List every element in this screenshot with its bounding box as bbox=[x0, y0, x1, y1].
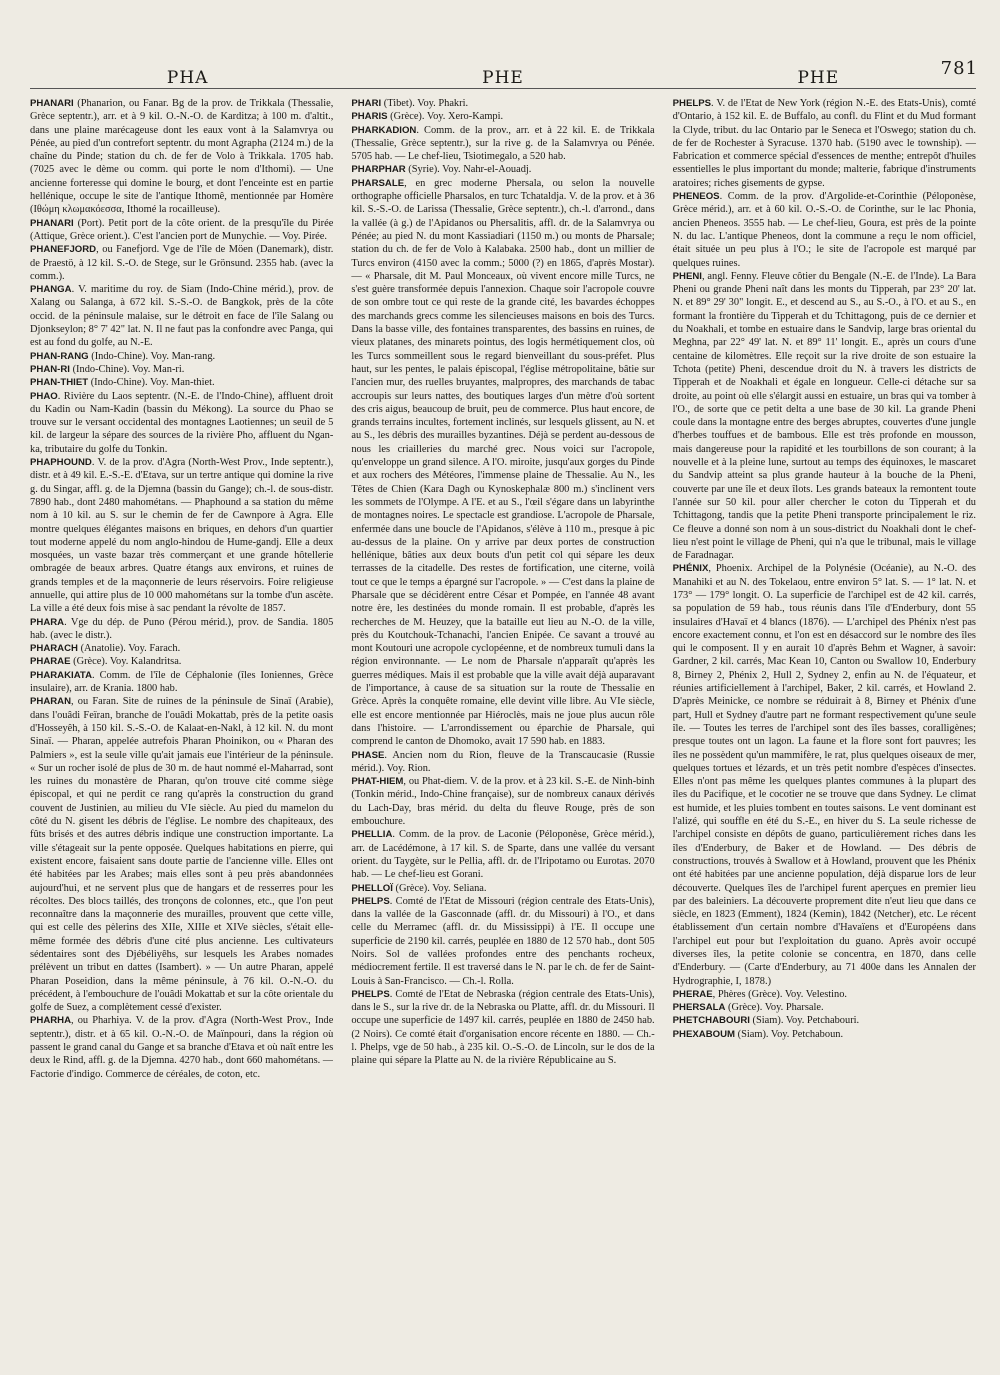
entry-text: (Siam). Voy. Petchabouri. bbox=[749, 1015, 860, 1027]
dictionary-entry bbox=[351, 163, 654, 176]
entry-text: , Phères (Grèce). Voy. Velestino. bbox=[712, 988, 848, 1000]
entry-headword: PHENEOS bbox=[672, 191, 720, 203]
entry-headword: PHÉNIX bbox=[672, 563, 709, 575]
dictionary-entry bbox=[30, 456, 333, 616]
header-center: PHE bbox=[482, 68, 524, 88]
entry-text: (Indo-Chine). Voy. Man-thiet. bbox=[88, 377, 215, 389]
entry-headword: PHAO bbox=[30, 390, 58, 402]
dictionary-entry bbox=[673, 1001, 976, 1014]
dictionary-entry bbox=[30, 376, 333, 389]
entry-text: (Siam). Voy. Petchaboun. bbox=[735, 1028, 844, 1040]
entry-text: . Ancien nom du Rion, fleuve de la Transcaucasie (Russie mérid.). Voy. Rion. bbox=[351, 749, 655, 774]
entry-text: . V. de l'Etat de New York (région N.-E. des Etats-Unis), comté d'Ontario, à 152 kil. E. de Buffalo, au confl. du Flint et du Mud formant la Clyde, tribut. du lac Ontario par le Seneca et l'Oswego; station du ch. de fer de Rochester à Syracuse. 1370 hab. (5190 avec le township). — Fabrication et commerce spécial d'essences de menthe; entrepôt d'huiles essentielles le plus important du monde; malterie, fabrique d'instruments aratoires; riches gisements de gypse. bbox=[672, 98, 976, 189]
entry-headword: PHELLOÏ bbox=[351, 882, 393, 894]
dictionary-entry bbox=[30, 350, 333, 363]
entry-headword: PHELPS bbox=[351, 988, 390, 1000]
entry-headword: PHELLIA bbox=[351, 829, 393, 841]
entry-headword: PHARKADION bbox=[351, 124, 417, 136]
entry-text: (Tibet). Voy. Phakri. bbox=[381, 98, 469, 109]
entry-text: (Grèce). Voy. Pharsale. bbox=[725, 1002, 824, 1014]
dictionary-entry bbox=[30, 390, 333, 456]
dictionary-entry bbox=[30, 243, 333, 283]
dictionary-entry bbox=[673, 270, 976, 563]
entry-text: (Port). Petit port de la côte orient. de la presqu'île du Pirée (Attique, Grèce orient.). C'est l'ancien port de Munychie. — Voy. Pirée. bbox=[30, 217, 334, 242]
dictionary-entry bbox=[673, 988, 976, 1001]
entry-text: , angl. Fenny. Fleuve côtier du Bengale (N.-E. de l'Inde). La Bara Pheni ou grande Pheni naît dans les monts du Tipperah, par 23° 20' lat. N. et 89° 29' 30" longit. E., et descend au S., au S.-O., à l'O. et au S., en formant la frontière du Tipperah et du Tchittagong, puis de ce dernier et du Noakhali, et tombe en estuaire dans le Sandvip, large bras oriental du Meghna, par 22° 49' lat. N. et 89° 11' longit. E., après un cours d'une centaine de kilomètres. Elle reçoit sur la rive droite de son estuaire la Tchota (petite) Pheni, descendue droit du N. à travers les districts de Tipperah et de Noakhali et égale en longueur. Celle-ci détache sur sa droite, au point où elle s'élargit aussi en estuaire, un bras qui va tomber à l'O., de sorte que ce petit delta a une base de 30 kil. La grande Pheni coule dans la montagne entre des berges abruptes, couvertes d'une jungle d'herbes touffues et de bambous. Elle est très profonde en mousson, mais dangereuse pour la rapidité et les tourbillons de son courant; à la nouvelle et à la pleine lune, surtout au temps des équinoxes, le mascaret du Sandvip atteint sa plus grande hauteur à la bouche de la Pheni, couverte par une île et deux îlots. Les grands bateaux la remontent toute l'année sur 50 kil. pour aller chercher le coton du Tipperah et du Tchittagong, tandis que la petite Pheni transporte principalement le riz. Ce fleuve a donné son nom à un sous-district du Noakhali dont le chef-lieu n'est point le village de Pheni, qui n'a que le tribunal, mais le village de Faradnagar. bbox=[672, 270, 976, 562]
entry-headword: PHASE bbox=[351, 749, 385, 761]
entry-headword: PHEXABOUM bbox=[672, 1028, 736, 1040]
entry-text: . Comm. de l'île de Céphalonie (îles Ioniennes, Grèce insulaire), arr. de Krania. 1800 hab. bbox=[30, 669, 334, 695]
dictionary-entry bbox=[673, 190, 976, 270]
dictionary-entry bbox=[351, 882, 654, 895]
dictionary-entry bbox=[30, 655, 333, 668]
dictionary-entry bbox=[30, 616, 333, 643]
entry-headword: PHARAKIATA bbox=[30, 669, 92, 681]
dictionary-entry bbox=[673, 97, 976, 190]
entry-text: . Vge du dép. de Puno (Pérou mérid.), prov. de Sandia. 1805 hab. (avec le distr.). bbox=[30, 616, 334, 641]
entry-text: , en grec moderne Phersala, ou selon la nouvelle orthographe officielle Pharsalos, en turc Tchataldja. V. de la prov. et à 36 kil. S.-S.-O. de Larissa (Thessalie, Grèce septentr.), ch.-l. d'arrond., dans la vallée (à g.) de l'Apidanos ou Phersalitis, affl. dr. de la Salamvrya ou Pénée; au pied N. du mont Kassiadiari (1150 m.) ou monts de Pharsale; station du ch. de fer de Volo à Kalabaka. 2500 hab., dont un millier de Turcs environ (4150 avec la comm.; 5000 (?) en 1865, d'après Mostar). — « Pharsale, dit M. Paul Monceaux, où vivent encore mille Turcs, ne s'est guère transformée depuis l'annexion. Chaque soir l'acropole couvre de son ombre tout ce qui reste de la grande cité, les bavardes échoppes des marchands grecs comme les silencieuses maisons en bois des Turcs. Dans la basse ville, des fontaines transparentes, des bassins en ruines, de vieux platanes, des minarets pointus, des logis hermétiquement clos, où les Turcs sommeillent sous le regard bienveillant du sous-préfet. Plus haut, sur les pentes, le palais épiscopal, l'église métropolitaine, bâtie sur l'ancien mur, des ruelles bruyantes, malpropres, des marchands de tabac accroupis sur leurs nattes, des boutiques larges d'un mètre d'où sortent des cris aigus, beaucoup de bruit, peu de commerce. Plus haut encore, de grands terrains incultes, fortement inclinés, sur lesquels glissent, au N. et au S., les débris des murailles byzantines. Déjà se perdent au-dessous de nous les criailleries du marché grec. Nous voici sur l'acropole, qu'enveloppe un grand silence. A l'O. miroite, jusqu'aux gorges du Pinde et aux rochers des Météores, l'immense plaine de Thessalie. Au N., les Têtes de Chien (Kara Dagh ou Kynoskephalæ 800 m.) s'inclinent vers les sommets de l'Olympe. A l'E. et au S., l'œil s'égare dans un labyrinthe de montagnes noires. Le spectacle est grandiose. L'acropole de Pharsale, enfermée dans une boucle de l'Apidanos, s'élève à 110 m., presque à pic au-dessus de la plaine. On y arrive par deux portes de construction hellénique, bâties aux deux bouts d'un petit col qui sépare les deux terrasses de la citadelle. Des restes de fortification, une citerne, voilà tout ce que le temps a épargné sur l'acropole. » — C'est dans la plaine de Pharsale que se décidèrent entre César et Pompée, en l'année 48 avant notre ère, les destinées du monde romain. Il est probable, d'après les recherches de M. Heuzey, que la bataille eut lieu au N.-O. de la ville, près du Koutchouk-Tchanachi, l'ancien Enipée. Ce savant a trouvé au mont Koutouri une acropole cyclopéenne, et de nombreux tumuli dans la région environnante. — Le nom de Pharsale n'apparaît qu'après les guerres médiques. Mais il est probable que la ville avait déjà auparavant de l'importance, à cause de sa situation sur la route de Thessalie en Grèce. Après la conquête romaine, elle devint ville libre. Au VIe siècle, elle est encore mentionnée par Hiéroclès, mais ne joue plus aucun rôle dans l'histoire. — L'arrondissement ou éparchie de Pharsale, qui comprend le canton de Dhomoko, avait 17 590 hab. en 1883. bbox=[351, 177, 655, 748]
entry-text: (Anatolie). Voy. Farach. bbox=[77, 643, 181, 655]
entry-text: (Phanarion, ou Fanar. Bg de la prov. de Trikkala (Thessalie, Grèce septentr.), arr. et à 9 kil. O.-N.-O. de Karditza; à 100 m. d'altit., dans une plaine marécageuse dont les eaux vont à la Salamvrya ou Pénée, au pied d'un contrefort septentr. du mont Agrapha (2124 m.) de la chaîne du Pinde; station du ch. de fer de Volo à Trikkala. 1705 hab. (7025 avec le dème ou comm. qui porte le nom d'Ithomi). — Une ancienne forteresse qui domine le bourg, et dont l'enceinte est en partie hellénique, occupe le site de l'antique Ithomê, mentionnée par Homère (Ιθώμη κλωμακόεσσα, Ithomé la rocailleuse). bbox=[30, 98, 334, 216]
header-left: PHA bbox=[166, 68, 209, 88]
dictionary-entry bbox=[673, 1014, 976, 1027]
entry-text: . V. de la prov. d'Agra (North-West Prov., Inde septentr.), distr. et à 49 kil. E.-S.-E. d'Etava, sur un tertre antique qui domine la rive g. du Singar, affl. g. de la Djemna (bassin du Gange); ch.-l. de sous-distr. 7890 hab., dont 2480 mahométans. — Phaphound a sa station du même nom à 10 kil. au S. sur le chemin de fer de Cawnpore à Agra. Elle montre quelques élégantes maisons en briques, en dehors d'un quartier tout moderne appelé du nom anglo-hindou de Hume-gandj. Elle a deux mosquées, un vaste bazar très commerçant et une grande hôtellerie ombragée de beaux arbres. Quatre étangs aux environs, et ruines de grands temples et de la maçonnerie de leurs réservoirs. Foire religieuse annuelle, qui attire plus de 10 000 mahométans sur la tombe d'un ascète. La ville a été deux fois mise à sac pendant la révolte de 1857. bbox=[30, 457, 334, 615]
entry-headword: PHARHA bbox=[30, 1015, 72, 1027]
entry-headword: PHANGA bbox=[30, 284, 72, 296]
entry-headword: PHERAE bbox=[672, 988, 713, 1000]
entry-headword: PHARACH bbox=[30, 643, 78, 655]
entry-headword: PHAT-HIEM bbox=[351, 776, 404, 788]
dictionary-entry bbox=[30, 363, 333, 376]
page-number: 781 bbox=[940, 58, 978, 79]
text-columns bbox=[30, 97, 976, 1347]
entry-text: . Comm. de la prov. de Laconie (Péloponèse, Grèce mérid.), arr. de Lacédémone, à 17 kil. S. de Sparte, dans une vallée du versant orient. du Taygète, sur le Pellia, affl. dr. de l'Iripotamo ou Eurotas. 2070 hab. — Le chef-lieu est Gorani. bbox=[351, 829, 655, 881]
entry-headword: PHAPHOUND bbox=[30, 457, 92, 469]
dictionary-entry bbox=[351, 124, 654, 164]
entry-headword: PHARAE bbox=[30, 656, 71, 668]
dictionary-entry bbox=[673, 1028, 976, 1041]
entry-text: (Syrie). Voy. Nahr-el-Aouadj. bbox=[405, 164, 532, 176]
column-1 bbox=[30, 97, 333, 1347]
entry-text: , ou Phat-diem. V. de la prov. et à 23 kil. S.-E. de Ninh-binh (Tonkin mérid., Indo-Chine française), sur de nombreux canaux dérivés du Lach-Day, bras mérid. du delta du fleuve Rouge, près de son embouchure. bbox=[351, 776, 655, 828]
dictionary-entry bbox=[351, 895, 654, 988]
entry-headword: PHAN-THIET bbox=[30, 377, 89, 389]
entry-headword: PHARI bbox=[351, 98, 382, 109]
dictionary-entry bbox=[673, 562, 976, 988]
entry-headword: PHELPS bbox=[672, 98, 712, 109]
entry-headword: PHARA bbox=[30, 616, 65, 628]
entry-text: . Comm. de la prov. d'Argolide-et-Corinthie (Péloponèse, Grèce mérid.), arr. et à 60 kil. O.-S.-O. de Corinthe, sur le lac Phonia, ancien Pheneos. 3555 hab. — Le chef-lieu, Goura, est près de la pointe N. du lac. L'antique Pheneos, dont la commune a reçu le nom officiel, était située un peu plus à l'O.; le site de l'acropole est marqué par quelques ruines. bbox=[672, 191, 976, 269]
dictionary-entry bbox=[351, 828, 654, 881]
dictionary-entry bbox=[30, 669, 333, 696]
dictionary-entry bbox=[30, 642, 333, 655]
entry-text: (Grèce). Voy. Seliana. bbox=[392, 882, 487, 894]
entry-headword: PHARSALE bbox=[351, 177, 405, 189]
header-right: PHE bbox=[797, 68, 840, 88]
entry-text: (Grèce). Voy. Kalandritsa. bbox=[70, 656, 182, 668]
dictionary-entry bbox=[351, 110, 654, 123]
entry-text: . Comté de l'Etat de Missouri (région centrale des Etats-Unis), dans la vallée de la Gasconnade (affl. dr. du Missouri) à l'O., et dans celle du Merramec (affl. dr. du Mississippi) à l'E. Il occupe une superficie de 2190 kil. carrés, peuplée en 1880 de 12 570 hab., dont 505 Noirs. Sol de vallées profondes entre des penchants rocheux, médiocrement fertile. Il est traversé dans le N. par le ch. de fer de Saint-Louis à San-Francisco. — Ch.-l. Rolla. bbox=[351, 895, 655, 987]
entry-headword: PHANARI bbox=[30, 98, 74, 109]
dictionary-entry bbox=[351, 97, 654, 110]
entry-text: , ou Pharhiya. V. de la prov. d'Agra (North-West Prov., Inde septentr.), distr. et à 65 kil. O.-N.-O. de Maïnpouri, dans la région où passent le grand canal du Gange et sa branche d'Etava et où naît entre les deux le Rind, affl. g. de la Djemna. 4270 hab., dont 660 mahométans. — Factorie d'indigo. Commerce de céréales, de coton, etc. bbox=[30, 1015, 334, 1080]
entry-headword: PHARAN bbox=[30, 696, 72, 708]
entry-headword: PHENI bbox=[672, 270, 702, 282]
entry-headword: PHETCHABOURI bbox=[672, 1015, 750, 1027]
entry-headword: PHARIS bbox=[351, 111, 388, 123]
dictionary-entry bbox=[351, 988, 654, 1068]
entry-text: . Rivière du Laos septentr. (N.-E. de l'Indo-Chine), affluent droit du Kadin ou Nam-Kadin (bassin du Mékong). La source du Phao se trouve sur le versant occidental des montagnes Laotiennes; un seuil de 5 kil. de largeur la sépare des sources de la rivière Pho, affluent du Ngan-ka, tributaire du golfe du Tonkin. bbox=[30, 390, 334, 455]
entry-headword: PHELPS bbox=[351, 895, 390, 907]
entry-headword: PHAN-RI bbox=[30, 363, 70, 375]
entry-headword: PHANARI bbox=[30, 217, 74, 229]
dictionary-entry bbox=[30, 1014, 333, 1080]
dictionary-entry bbox=[30, 283, 333, 349]
dictionary-entry bbox=[30, 217, 333, 244]
dictionary-entry bbox=[30, 695, 333, 1014]
entry-text: , ou Fanefjord. Vge de l'île de Möen (Danemark), distr. de Praestö, à 12 kil. S.-O. de Stege, sur le Grönsund. 2355 hab. (avec la comm.). bbox=[30, 244, 334, 282]
running-header bbox=[30, 48, 976, 89]
dictionary-entry bbox=[30, 97, 333, 217]
column-3 bbox=[673, 97, 976, 1347]
entry-text: , ou Faran. Site de ruines de la péninsule de Sinaï (Arabie), dans l'ouâdi Feïran, branche de l'ouâdi Mokattab, près de la petite oasis d'Hosseyêh, à 150 kil. S.-S.-O. de Kalaat-en-Nakl, à 12 kil. N. du mont Sinaï. — Pharan, appelée autrefois Pharan Phoinikon, ou « Pharan des Palmiers », est la seule ville qu'ait jamais eue l'intérieur de la péninsule. « Sur un rocher isolé de plus de 30 m. de haut nommé el-Maharrad, sont les ruines du monastère de Pharan, qu'on trouve cité comme siège épiscopal, et qui ne perdit ce rang qu'après la construction du grand couvent de Justinien, au milieu du VIe siècle. Au pied du mamelon du côté du N. gisent les débris de l'église. Le nombre des chapiteaux, des fûts brisés et des autres débris indique une construction importante. La ville s'étageait sur la pente opposée. Quelques habitations en pierre, qui existent encore, faisaient sans doute partie de l'ancienne ville. Elles ont été habitées par les Arabes; mais elles sont à peu près abandonnées aujourd'hui, et ne servent plus que de hangars et de resserres pour les récoltes. Des blocs taillés, des tronçons de colonnes, etc., que l'on peut reconnaître dans la maçonnerie des murailles, prouvent que cette ville, qui est celle des pèlerins des XIIe, XIIIe et XIVe siècles, s'était elle-même formée des débris d'une cité plus ancienne. Les cultivateurs sédentaires sont des Djébéliyêhs, sur lesquels les Arabes nomades prélèvent un tribut en dattes (Isambert). » — Un autre Pharan, appelé Pharan Poseidion, dans la même péninsule, à 76 kil. O.-N.-O. du précédent, à l'embouchure de l'ouâdi Mokattab et sur la côte orientale du golfe de Suez, a complètement cessé d'exister. bbox=[30, 696, 334, 1014]
entry-headword: PHANEFJORD bbox=[30, 244, 97, 256]
entry-text: (Indo-Chine). Voy. Man-ri. bbox=[69, 363, 185, 375]
entry-headword: PHARPHAR bbox=[351, 164, 406, 176]
entry-headword: PHAN-RANG bbox=[30, 350, 89, 362]
entry-text: . Comté de l'Etat de Nebraska (région centrale des Etats-Unis), dans le S., sur la rive dr. de la Nebraska ou Platte, affl. dr. du Missouri. Il occupe une superficie de 1497 kil. carrés, peuplée en 1880 de 2450 hab. (2 Noirs). Ce comté était d'organisation encore récente en 1880. — Ch.-l. Phelps, vge de 50 hab., à 235 kil. O.-S.-O. de Lincoln, sur le dos de la plaine qui sépare la Platte au N. de la rivière Républicaine au S. bbox=[351, 988, 655, 1067]
entry-text: . V. maritime du roy. de Siam (Indo-Chine mérid.), prov. de Xalang ou Salanga, à 672 kil. S.-S.-O. de Bangkok, près de la côte occid. de la péninsule malaise, sur le détroit en face de l'île Salang ou Djonkseylon; 8° 7' 42" lat. N. Il ne faut pas la confondre avec Panga, qui est au fond du golfe, au N.-E. bbox=[30, 284, 334, 349]
entry-text: . Comm. de la prov., arr. et à 22 kil. E. de Trikkala (Thessalie, Grèce septentr.), sur la rive g. de la Salamvrya ou Pénée. 5705 hab. — Le chef-lieu, Tsiotimegalo, a 520 hab. bbox=[351, 124, 655, 163]
entry-text: (Indo-Chine). Voy. Man-rang. bbox=[88, 350, 216, 362]
dictionary-entry bbox=[351, 749, 654, 776]
entry-text: (Grèce). Voy. Xero-Kampi. bbox=[387, 111, 504, 123]
dictionary-entry bbox=[351, 775, 654, 828]
dictionary-entry bbox=[351, 177, 654, 749]
entry-headword: PHERSALA bbox=[672, 1002, 726, 1014]
column-2 bbox=[351, 97, 654, 1347]
entry-text: , Phoenix. Archipel de la Polynésie (Océanie), au N.-O. des Manahiki et au N. des Tokelaou, entre environ 5° lat. S. — 1° lat. N. et 173° — 179° longit. O. La superficie de l'archipel est de 42 kil. carrés, sa population de 59 hab., tous réunis dans l'île d'Enderbury, dont 55 insulaires d'Havaï et 4 blancs (1876). — L'archipel des Phénix n'est pas encore exactement connu, et l'on est en désaccord sur le nombre des îles qui le composent. Il y en aurait 10 d'après Behm et Wagner, à savoir: Gardner, 2 kil. carrés, Mac Kean 10, Canton ou Swallow 10, Enderbury 8, Birney 2, Phénix 2, Hull 2, Sydney 2, enfin au N. de l'équateur, et réunies artificiellement à l'archipel, Baker, 2 kil. carrés, et Howland 2. D'après Meinicke, ce nombre se réduirait à 8, Birney et Phénix d'une part, Hull et Sydney d'autre part ne formant respectivement qu'une seule île. — Toutes les terres de l'archipel sont des îles basses, coralligènes; presque toutes ont un lagon. La faune et la flore sont fort pauvres; les îles ne possèdent qu'un mammifère, le rat, plus quelques oiseaux de mer, quelques tortues et lézards, et un très petit nombre d'espèces d'insectes. Elles n'ont pas même les quelques plantes communes à la plupart des îles du Pacifique, et le cocotier ne se trouve que dans Sydney. Le climat est humide, et les pluies tombent en toutes saisons. Le vent dominant est l'alizé, qui souffle en été du S.-E., en hiver du S. La seule richesse de l'archipel consiste en dépôts de guano, particulièrement riches dans les îles d'Enderbury, de Baker et de Howland. — Des débris de constructions, trouvés à Swallow et à Howland, prouvent que les Phénix ont été habitées par une ancienne population, déjà disparue lors de leur découverte. Quelques îles de l'archipel furent aperçues en premier lieu par des baleiniers. La découverte proprement dite n'eut lieu que dans ce siècle, en 1823 (Emment), 1824 (Kemin), 1842 (Netcher), etc. Le récent établissement d'un certain nombre d'Havaïens et d'Européens dans l'archipel eut pour but l'exploitation du guano. Après avoir occupé diverses îles, la petite colonie se concentra, en 1870, dans celle d'Enderbury. — (Carte d'Enderbury, au 71 400e dans les Annalen der Hydrographie, I, 1878.) bbox=[672, 563, 976, 987]
